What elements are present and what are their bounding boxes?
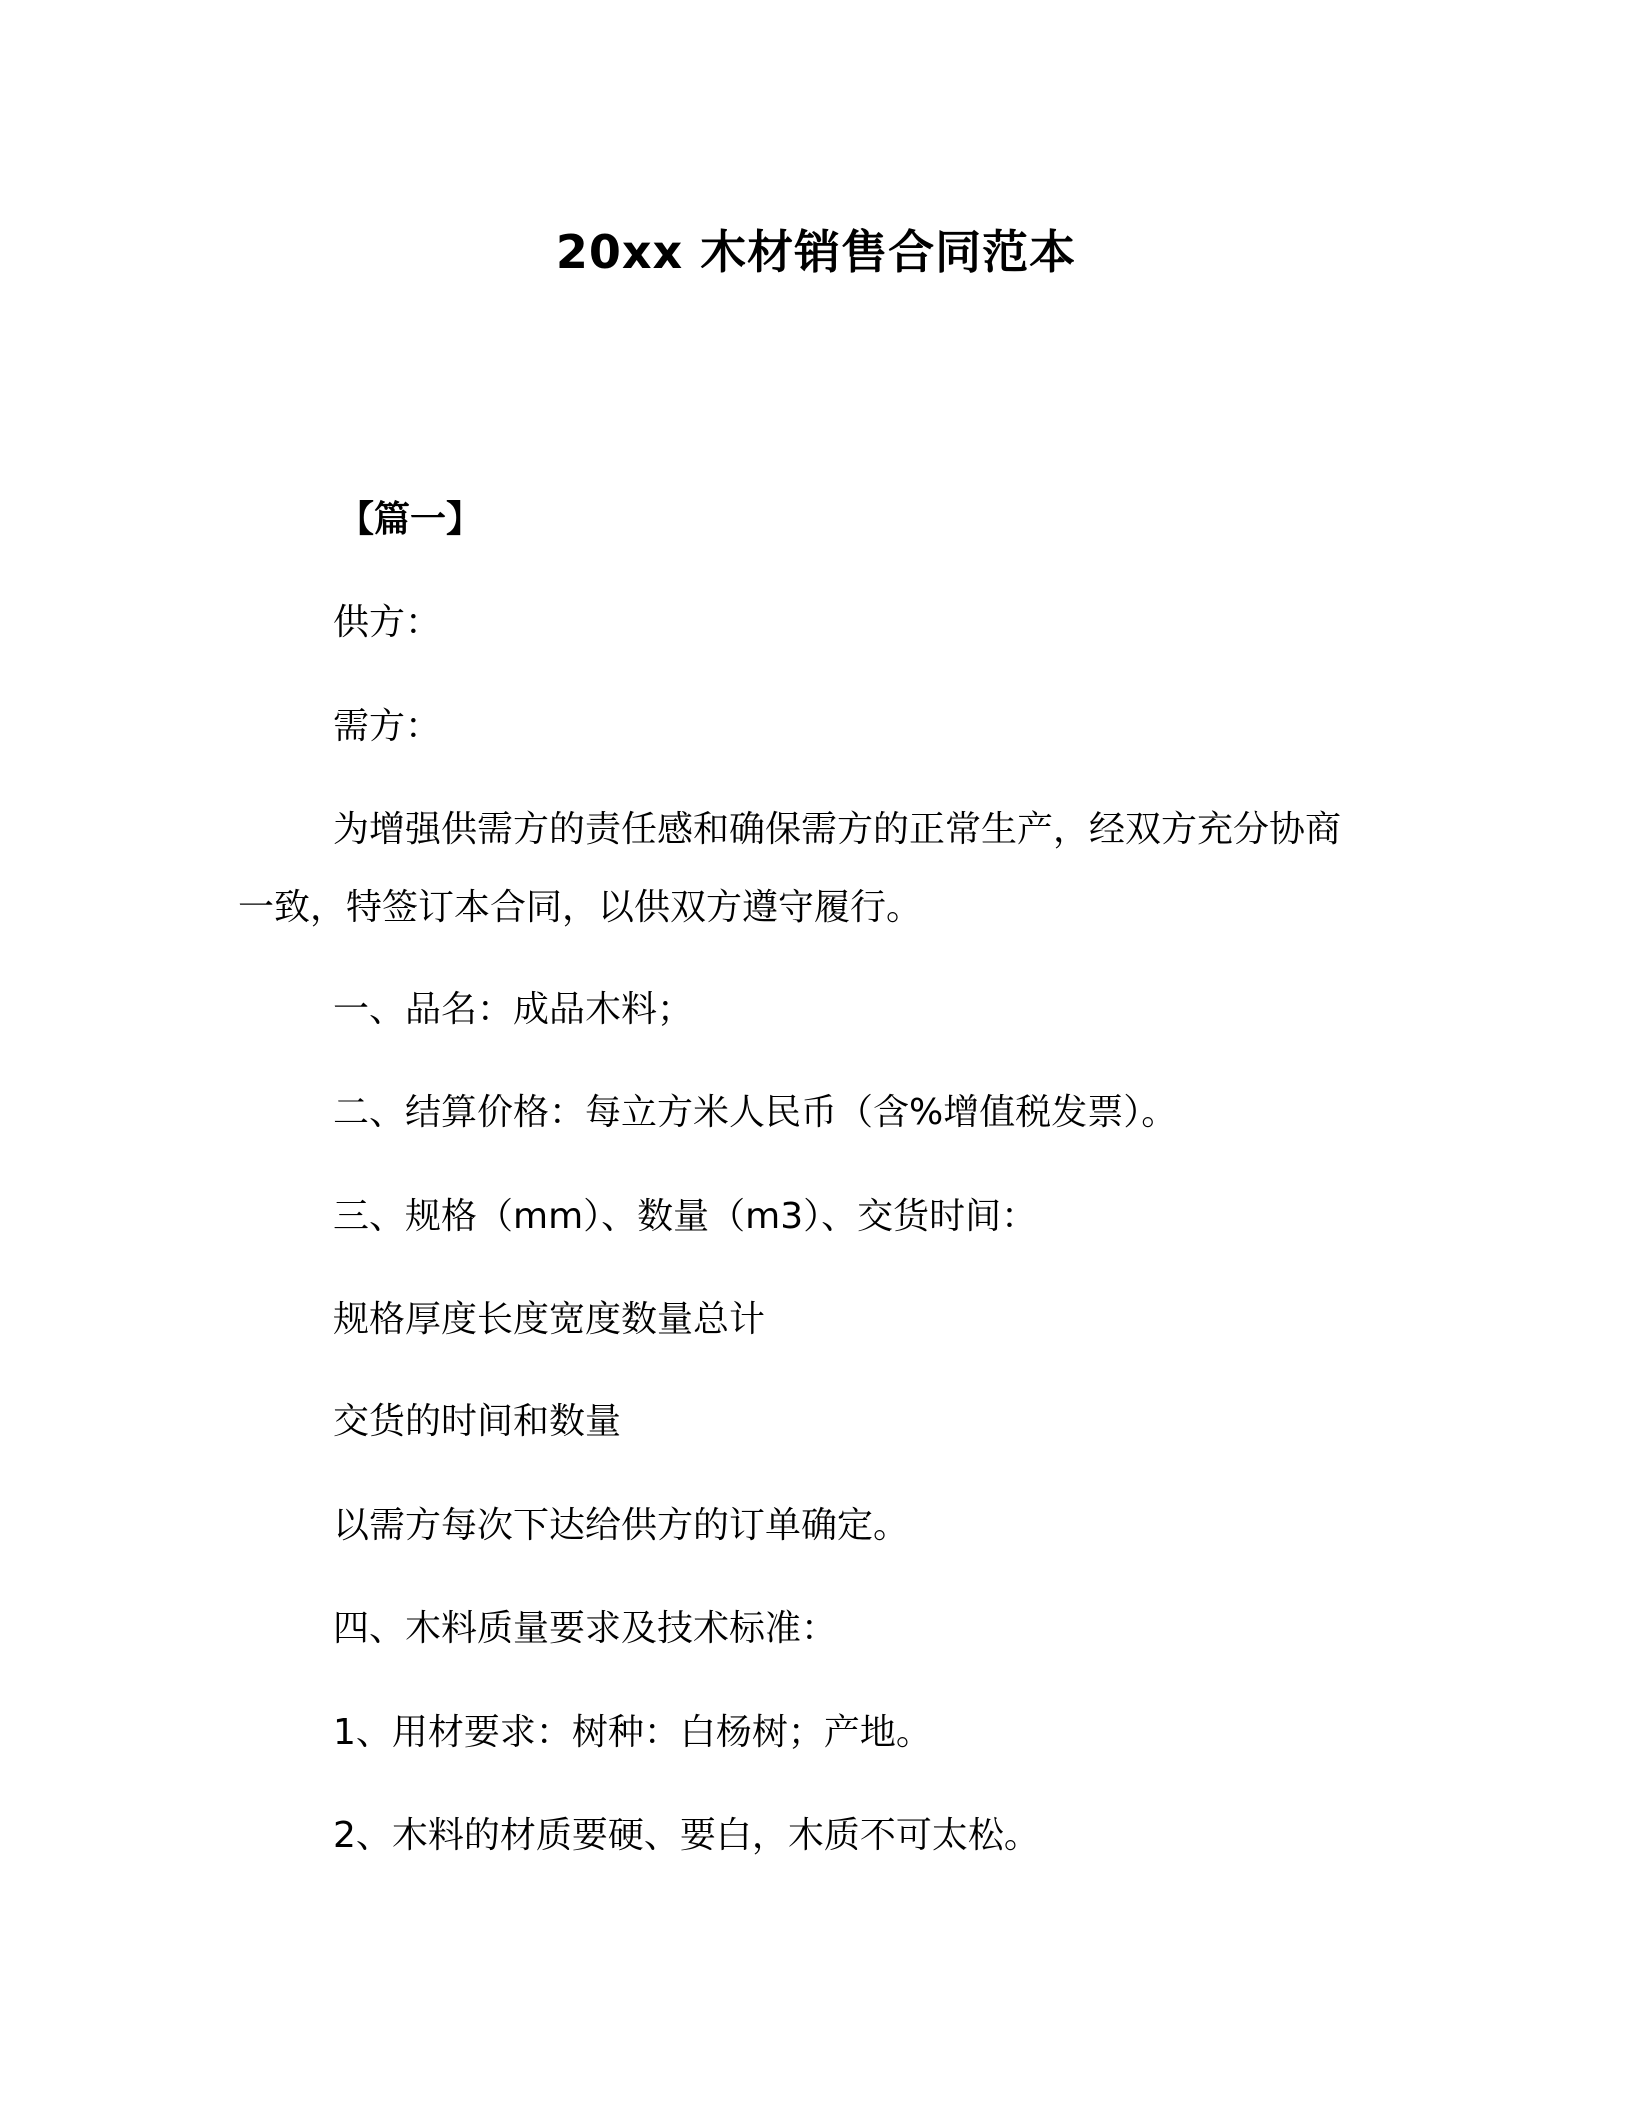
clause-specification: 三、规格（mm）、数量（m3）、交货时间： <box>333 1196 1038 1237</box>
clause-settlement-price: 二、结算价格：每立方米人民币（含%增值税发票）。 <box>333 1092 1178 1133</box>
intro-paragraph-line-1: 为增强供需方的责任感和确保需方的正常生产，经双方充分协商 <box>333 809 1342 850</box>
clause-quality-standards: 四、木料质量要求及技术标准： <box>333 1608 838 1649</box>
delivery-text: 以需方每次下达给供方的订单确定。 <box>333 1505 910 1546</box>
quality-item-1: 1、用材要求：树种：白杨树；产地。 <box>333 1712 932 1753</box>
clause-product-name: 一、品名：成品木料； <box>333 989 694 1030</box>
intro-paragraph-line-2: 一致，特签订本合同，以供双方遵守履行。 <box>238 887 923 928</box>
supplier-label: 供方： <box>333 602 442 643</box>
delivery-heading: 交货的时间和数量 <box>333 1401 622 1442</box>
section-heading: 【篇一】 <box>338 499 483 540</box>
quality-item-2: 2、木料的材质要硬、要白，木质不可太松。 <box>333 1815 1040 1856</box>
specification-table-header: 规格厚度长度宽度数量总计 <box>333 1299 766 1340</box>
document-title: 20xx 木材销售合同范本 <box>555 225 1077 279</box>
buyer-label: 需方： <box>333 706 442 747</box>
